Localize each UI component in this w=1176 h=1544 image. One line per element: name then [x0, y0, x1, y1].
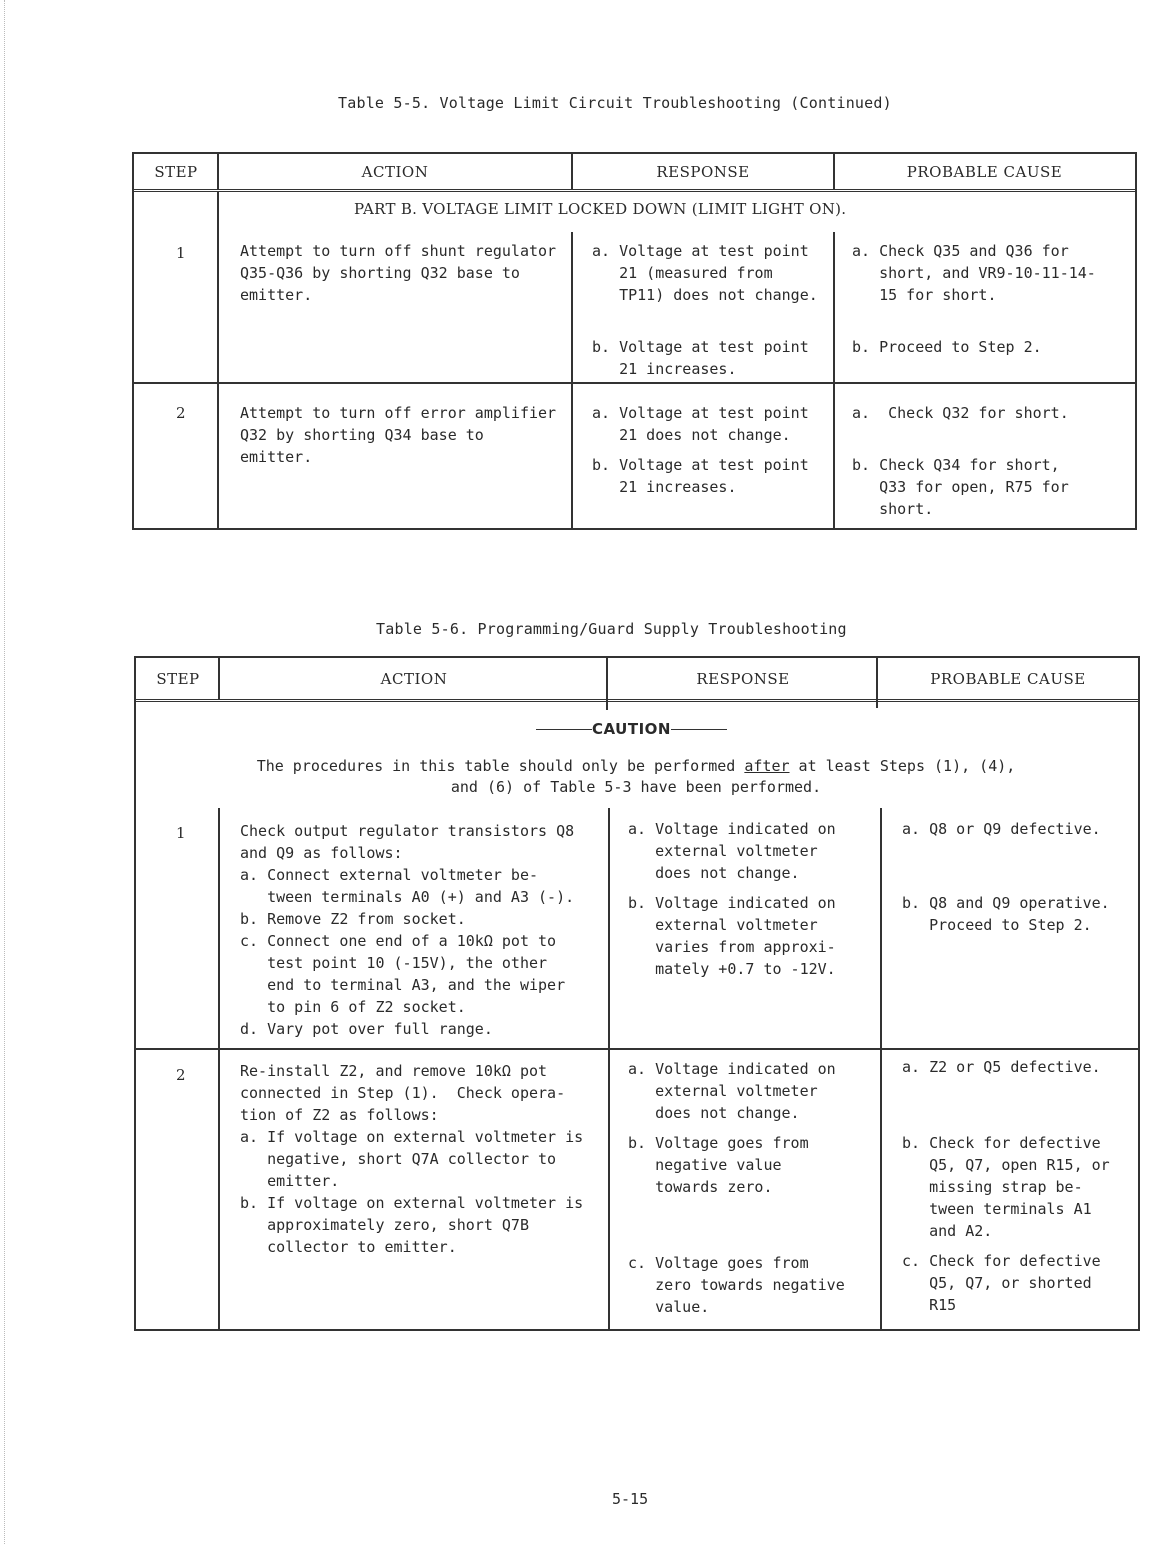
action-text: Attempt to turn off shunt regulator Q35-Q36 by shorting Q32 base to emitter.	[240, 242, 557, 304]
response-b: b. Voltage indicated on external voltmeter varies from approxi- mately +0.7 to -12V.	[628, 894, 836, 978]
cause-a: a. Z2 or Q5 defective.	[902, 1058, 1101, 1076]
header-probable-cause: PROBABLE CAUSE	[930, 669, 1086, 688]
caution-rule-left	[536, 729, 592, 730]
response-b: b. Voltage at test point 21 increases.	[592, 338, 809, 378]
response-a: a. Voltage indicated on external voltmeter does not change.	[628, 820, 836, 882]
column-divider	[833, 154, 835, 190]
table-5-5-caption: Table 5-5. Voltage Limit Circuit Troubleshooting (Continued)	[338, 94, 892, 112]
column-divider	[876, 658, 878, 708]
column-divider	[217, 154, 219, 190]
header-action: ACTION	[361, 162, 429, 181]
caution-underlined-word: after	[744, 757, 790, 775]
cause-c: c. Check for defective Q5, Q7, or shorted R15	[902, 1252, 1101, 1314]
caution-line-1-post: at least Steps (1), (4),	[789, 757, 1016, 775]
header-probable-cause: PROBABLE CAUSE	[906, 162, 1063, 181]
caution-rule-right	[671, 729, 727, 730]
cause-a: a. Check Q32 for short.	[852, 404, 1069, 422]
header-response: RESPONSE	[656, 162, 750, 181]
table-5-6	[134, 656, 1140, 1331]
row-divider	[136, 1048, 1138, 1050]
column-divider	[217, 192, 219, 528]
page-number: 5-15	[612, 1490, 649, 1508]
cause-a: a. Check Q35 and Q36 for short, and VR9-10-11-14- 15 for short.	[852, 242, 1096, 304]
header-step: STEP	[156, 669, 200, 688]
column-divider	[571, 232, 573, 528]
response-b: b. Voltage goes from negative value towards zero.	[628, 1134, 809, 1196]
response-a: a. Voltage at test point 21 does not change.	[592, 404, 809, 444]
response-b: b. Voltage at test point 21 increases.	[592, 456, 809, 496]
table-5-5-header	[134, 154, 1135, 192]
caution-line-2: and (6) of Table 5-3 have been performed.	[450, 778, 822, 796]
caution-text	[196, 756, 1076, 798]
table-5-6-header	[136, 658, 1138, 702]
column-divider	[218, 658, 220, 700]
caution-line-1-pre: The procedures in this table should only be performed	[256, 757, 745, 775]
response-a: a. Voltage indicated on external voltmeter does not change.	[628, 1060, 836, 1122]
step-number: 1	[176, 244, 186, 262]
cause-b: b. Q8 and Q9 operative. Proceed to Step 2.	[902, 894, 1110, 934]
header-response: RESPONSE	[696, 669, 790, 688]
response-a: a. Voltage at test point 21 (measured from TP11) does not change.	[592, 242, 818, 304]
column-divider	[606, 658, 608, 710]
action-text: Check output regulator transistors Q8 and Q9 as follows: a. Connect external voltmeter be- tween terminals A0 (+) and A3 (-). b. Remove Z2 from socket. c. Connect one end of a 10kΩ pot to test point 10 (-15V), the other end to terminal A3, and the wiper to pin 6 of Z2 socket. d. Vary pot over full range.	[240, 822, 575, 1038]
header-action: ACTION	[380, 669, 448, 688]
step-number: 2	[176, 1066, 186, 1084]
column-divider	[880, 808, 882, 1329]
caution-line-1	[196, 756, 1076, 777]
part-b-title: PART B. VOLTAGE LIMIT LOCKED DOWN (LIMIT LIGHT ON).	[354, 200, 847, 218]
cause-b: b. Proceed to Step 2.	[852, 338, 1042, 356]
table-5-6-caption: Table 5-6. Programming/Guard Supply Troubleshooting	[376, 620, 847, 638]
action-text: Re-install Z2, and remove 10kΩ pot connected in Step (1). Check opera- tion of Z2 as follows: a. If voltage on external voltmeter is negative, short Q7A collector to emitter. b. If voltage on external voltmeter is approximately zero, short Q7B collector to emitter.	[240, 1062, 584, 1256]
header-step: STEP	[154, 162, 198, 181]
step-number: 1	[176, 824, 186, 842]
column-divider	[571, 154, 573, 190]
caution-title	[536, 720, 727, 738]
column-divider	[218, 808, 220, 1329]
column-divider	[833, 232, 835, 528]
table-5-5	[132, 152, 1137, 530]
page-edge	[4, 0, 6, 1544]
caution-label: CAUTION	[592, 720, 671, 738]
action-text: Attempt to turn off error amplifier Q32 by shorting Q34 base to emitter.	[240, 404, 557, 466]
row-divider	[134, 382, 1135, 384]
cause-a: a. Q8 or Q9 defective.	[902, 820, 1101, 838]
column-divider	[608, 808, 610, 1329]
step-number: 2	[176, 404, 186, 422]
cause-b: b. Check Q34 for short, Q33 for open, R75 for short.	[852, 456, 1069, 518]
response-c: c. Voltage goes from zero towards negative value.	[628, 1254, 845, 1316]
cause-b: b. Check for defective Q5, Q7, open R15, or missing strap be- tween terminals A1 and A2.	[902, 1134, 1110, 1240]
